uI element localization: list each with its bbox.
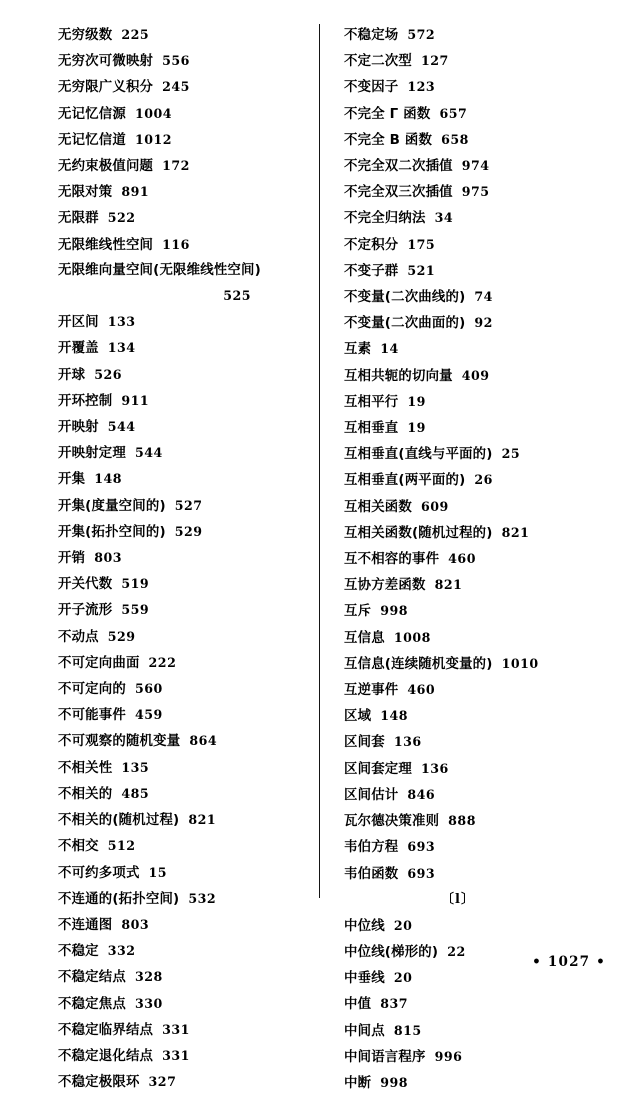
entry-term: 中位线(梯形的) — [344, 944, 439, 960]
index-entry — [344, 520, 612, 546]
index-entry — [58, 232, 313, 258]
entry-page: 460 — [448, 551, 476, 567]
entry-term: 不稳定 — [58, 944, 99, 960]
entry-page: 998 — [380, 1074, 409, 1090]
index-entry — [58, 519, 313, 545]
entry-term: 中断 — [344, 1075, 372, 1091]
entry-term: 无记忆信源 — [58, 106, 126, 122]
entry-term: 不连通的(拓扑空间) — [58, 891, 180, 907]
index-entry — [344, 22, 612, 48]
entry-term: 无约束极值问题 — [58, 159, 154, 175]
entry-page: 485 — [121, 785, 150, 801]
index-entry — [58, 938, 313, 964]
index-entry — [58, 624, 313, 650]
entry-term: 无记忆信道 — [58, 132, 126, 148]
index-entry — [344, 598, 612, 624]
entry-term: 不相关的(随机过程) — [58, 813, 180, 829]
entry-page: 526 — [94, 366, 122, 382]
entry-term: 不定积分 — [344, 237, 399, 253]
index-entry — [58, 571, 313, 597]
index-entry — [344, 74, 612, 100]
entry-term: 互相垂直 — [344, 421, 399, 437]
entry-term: 不可约多项式 — [58, 865, 140, 881]
index-entry — [344, 913, 612, 939]
entry-page: 92 — [474, 315, 493, 331]
index-entry — [344, 729, 612, 755]
index-entry — [58, 362, 313, 388]
entry-page: 136 — [420, 760, 449, 776]
entry-term: 互相关函数 — [344, 499, 412, 515]
entry-page: 136 — [393, 734, 422, 750]
entry-page: 330 — [134, 995, 163, 1011]
entry-term: 互逆事件 — [344, 683, 399, 699]
entry-term: 开集(拓扑空间的) — [58, 524, 166, 540]
index-entry — [58, 22, 313, 48]
entry-term: 互相共轭的切向量 — [344, 368, 453, 384]
index-entry — [58, 1017, 313, 1043]
entry-page: 560 — [134, 681, 163, 697]
entry-term: 无限维向量空间(无限维线性空间) — [58, 262, 261, 278]
entry-page: 693 — [407, 839, 436, 855]
index-entry — [344, 756, 612, 782]
entry-term: 无限维线性空间 — [58, 237, 154, 253]
index-entry — [58, 1043, 313, 1069]
entry-page: 19 — [407, 420, 426, 436]
index-entry — [58, 702, 313, 728]
entry-term: 不连通图 — [58, 917, 113, 933]
entry-term: 开销 — [58, 551, 86, 567]
index-entry — [58, 545, 313, 571]
index-entry — [58, 833, 313, 859]
entry-term: 开集(度量空间的) — [58, 498, 166, 514]
entry-term: 互相垂直(两平面的) — [344, 473, 466, 489]
entry-page: 911 — [121, 392, 150, 408]
entry-term: 不变子群 — [344, 263, 399, 279]
entry-page: 837 — [380, 996, 409, 1012]
index-entry — [58, 466, 313, 492]
entry-page: 172 — [162, 158, 190, 174]
entry-term: 开集 — [58, 472, 86, 488]
entry-page: 998 — [380, 603, 409, 619]
section-header: 〔l〕 — [441, 891, 475, 907]
entry-page: 25 — [501, 446, 521, 462]
entry-page: 1008 — [393, 629, 431, 645]
index-entry — [58, 309, 313, 335]
entry-term: 中位线 — [344, 918, 385, 934]
entry-term: 无限对策 — [58, 185, 113, 201]
entry-term: 不变量(二次曲面的) — [344, 316, 466, 332]
entry-page: 34 — [434, 210, 454, 226]
entry-term: 韦伯方程 — [344, 840, 399, 856]
entry-page: 996 — [434, 1048, 463, 1064]
entry-page: 815 — [393, 1022, 422, 1038]
entry-term: 不稳定临界结点 — [58, 1022, 154, 1038]
entry-page: 529 — [107, 628, 136, 644]
entry-page: 544 — [107, 419, 136, 435]
index-entry — [344, 1018, 612, 1044]
entry-page: 559 — [121, 602, 150, 618]
index-entry — [344, 127, 612, 153]
entry-term: 互素 — [344, 342, 372, 358]
entry-term: 区域 — [344, 709, 372, 725]
index-entry — [344, 572, 612, 598]
entry-page: 888 — [448, 813, 476, 829]
index-entry — [58, 153, 313, 179]
entry-term: 不稳定极限环 — [58, 1075, 140, 1091]
entry-page: 26 — [474, 472, 493, 488]
entry-term: 不相关性 — [58, 760, 113, 776]
entry-term: 开环控制 — [58, 393, 113, 409]
index-entry — [344, 834, 612, 860]
index-entry — [344, 546, 612, 572]
entry-term: 开子流形 — [58, 603, 113, 619]
index-entry — [58, 440, 313, 466]
entry-term: 开覆盖 — [58, 341, 99, 357]
entry-page: 658 — [441, 131, 469, 147]
entry-page: 522 — [107, 210, 136, 226]
entry-page: 14 — [380, 341, 399, 357]
entry-term: 不稳定场 — [344, 28, 399, 43]
entry-page: 693 — [407, 865, 436, 881]
index-entry — [344, 991, 612, 1017]
index-entry — [344, 808, 612, 834]
entry-term: 不稳定焦点 — [58, 996, 126, 1012]
entry-page: 74 — [474, 289, 493, 305]
entry-page: 519 — [121, 576, 150, 592]
index-entry — [58, 101, 313, 127]
entry-page: 134 — [107, 340, 136, 356]
entry-term: 韦伯函数 — [344, 866, 399, 882]
entry-term: 不稳定结点 — [58, 970, 126, 986]
entry-term: 不变量(二次曲线的) — [344, 290, 466, 306]
index-entry — [58, 886, 313, 912]
entry-term: 不可定向的 — [58, 682, 126, 698]
index-entry — [344, 101, 612, 127]
entry-page: 123 — [407, 79, 436, 95]
entry-term: 不定二次型 — [344, 54, 412, 70]
entry-page: 803 — [94, 550, 122, 566]
entry-term: 不动点 — [58, 629, 99, 645]
entry-term: 互信息 — [344, 630, 385, 646]
entry-term: 不可定向曲面 — [58, 655, 140, 671]
entry-page: 175 — [407, 236, 436, 252]
index-entry — [58, 388, 313, 414]
entry-term: 不相关的 — [58, 786, 113, 802]
entry-term: 中间点 — [344, 1023, 385, 1039]
index-entry — [58, 127, 313, 153]
index-entry — [344, 232, 612, 258]
index-entry — [58, 676, 313, 702]
index-entry — [344, 336, 612, 362]
entry-page: 116 — [162, 236, 190, 252]
entry-term: 瓦尔德决策准则 — [344, 814, 440, 830]
entry-page: 459 — [134, 707, 163, 723]
index-entry — [58, 650, 313, 676]
page-folio: • 1027 • — [532, 954, 606, 970]
entry-page: 521 — [407, 262, 436, 278]
entry-page: 460 — [407, 682, 436, 698]
entry-page: 222 — [148, 654, 177, 670]
entry-term: 无穷级数 — [58, 28, 113, 43]
entry-page: 1010 — [501, 655, 539, 671]
index-entry — [58, 991, 313, 1017]
entry-term: 开映射 — [58, 420, 99, 436]
entry-term: 互协方差函数 — [344, 578, 426, 594]
entry-term: 开区间 — [58, 315, 99, 331]
entry-page: 22 — [447, 943, 466, 959]
index-entry — [58, 414, 313, 440]
index-entry — [344, 1070, 612, 1096]
entry-page: 133 — [107, 314, 136, 330]
entry-page: 19 — [407, 393, 426, 409]
index-entry — [58, 179, 313, 205]
entry-term: 无穷次可微映射 — [58, 54, 154, 70]
index-entry — [344, 625, 612, 651]
entry-page: 331 — [162, 1021, 190, 1037]
index-entry — [58, 335, 313, 361]
entry-term: 无穷限广义积分 — [58, 80, 154, 96]
entry-page: 331 — [162, 1047, 190, 1063]
entry-page: 245 — [162, 79, 190, 95]
index-entry-continuation — [58, 283, 313, 309]
entry-term: 无限群 — [58, 211, 99, 227]
entry-page: 328 — [134, 969, 163, 985]
index-entry — [344, 1044, 612, 1070]
index-entry — [344, 441, 612, 467]
index-entry — [344, 310, 612, 336]
index-entry — [344, 363, 612, 389]
index-entry — [344, 494, 612, 520]
index-entry — [344, 782, 612, 808]
index-entry — [344, 703, 612, 729]
entry-page: 1012 — [134, 131, 173, 147]
entry-term: 不完全归纳法 — [344, 211, 426, 227]
entry-page: 803 — [121, 916, 150, 932]
index-entry — [58, 258, 313, 283]
entry-page: 409 — [461, 367, 490, 383]
entry-term: 不可观察的随机变量 — [58, 734, 181, 750]
index-entry — [58, 205, 313, 231]
entry-page: 556 — [162, 53, 190, 69]
left-column — [24, 22, 319, 1091]
index-entry — [58, 1069, 313, 1095]
entry-page: 532 — [188, 890, 217, 906]
entry-term: 不完全双三次插值 — [344, 185, 453, 201]
entry-page: 525 — [223, 288, 252, 304]
entry-page: 657 — [439, 105, 468, 121]
index-entry — [58, 755, 313, 781]
index-entry — [58, 964, 313, 990]
entry-page: 127 — [420, 53, 449, 69]
entry-page: 821 — [501, 524, 530, 540]
entry-term: 区间估计 — [344, 787, 399, 803]
index-entry — [344, 415, 612, 441]
index-entry — [344, 389, 612, 415]
entry-page: 135 — [121, 759, 150, 775]
index-entry — [344, 284, 612, 310]
index-entry — [58, 728, 313, 754]
entry-term: 开球 — [58, 367, 86, 383]
entry-term: 中值 — [344, 997, 372, 1013]
entry-page: 864 — [189, 733, 218, 749]
entry-term: 开关代数 — [58, 577, 113, 593]
entry-term: 互信息(连续随机变量的) — [344, 656, 493, 672]
index-entry — [58, 912, 313, 938]
entry-page: 20 — [393, 917, 413, 933]
entry-page: 15 — [148, 864, 168, 880]
index-entry — [344, 677, 612, 703]
entry-term: 区间套定理 — [344, 761, 412, 777]
entry-term: 互相关函数(随机过程的) — [344, 525, 493, 541]
entry-term: 不相交 — [58, 839, 99, 855]
index-entry — [344, 179, 612, 205]
entry-term: 互相平行 — [344, 394, 399, 410]
index-entry — [344, 153, 612, 179]
entry-term: 互相垂直(直线与平面的) — [344, 447, 493, 463]
index-entry — [58, 74, 313, 100]
entry-page: 975 — [461, 184, 490, 200]
entry-page: 544 — [134, 445, 163, 461]
entry-term: 互斥 — [344, 604, 372, 620]
entry-page: 846 — [407, 786, 436, 802]
entry-term: 不完全 Γ 函数 — [344, 106, 431, 122]
entry-page: 148 — [380, 708, 409, 724]
index-entry — [58, 597, 313, 623]
index-entry — [58, 860, 313, 886]
entry-page: 527 — [174, 497, 203, 513]
index-entry — [344, 861, 612, 887]
entry-term: 不完全双二次插值 — [344, 159, 453, 175]
entry-page: 1004 — [134, 105, 173, 121]
entry-term: 不完全 B 函数 — [344, 132, 433, 148]
entry-page: 891 — [121, 184, 150, 200]
entry-term: 不变因子 — [344, 80, 399, 96]
entry-page: 512 — [107, 838, 136, 854]
index-entry — [58, 493, 313, 519]
entry-page: 529 — [174, 523, 203, 539]
index-entry — [344, 48, 612, 74]
entry-page: 20 — [393, 970, 413, 986]
entry-term: 区间套 — [344, 735, 385, 751]
entry-page: 974 — [461, 158, 490, 174]
index-entry — [344, 467, 612, 493]
index-entry — [58, 48, 313, 74]
index-entry — [58, 807, 313, 833]
entry-term: 开映射定理 — [58, 446, 126, 462]
entry-term: 不可能事件 — [58, 708, 126, 724]
entry-page: 225 — [121, 27, 150, 42]
entry-term: 中垂线 — [344, 971, 385, 987]
entry-page: 821 — [434, 577, 463, 593]
entry-page: 327 — [148, 1074, 177, 1090]
entry-page: 148 — [94, 471, 122, 487]
index-entry — [344, 651, 612, 677]
entry-page: 609 — [420, 498, 449, 514]
entry-page: 572 — [407, 27, 436, 42]
entry-term: 中间语言程序 — [344, 1049, 426, 1065]
entry-term: 互不相容的事件 — [344, 552, 440, 568]
entry-page: 821 — [188, 812, 217, 828]
index-entry — [344, 205, 612, 231]
index-entry — [344, 258, 612, 284]
entry-page: 332 — [107, 943, 136, 959]
entry-term: 不稳定退化结点 — [58, 1048, 154, 1064]
index-entry — [58, 781, 313, 807]
